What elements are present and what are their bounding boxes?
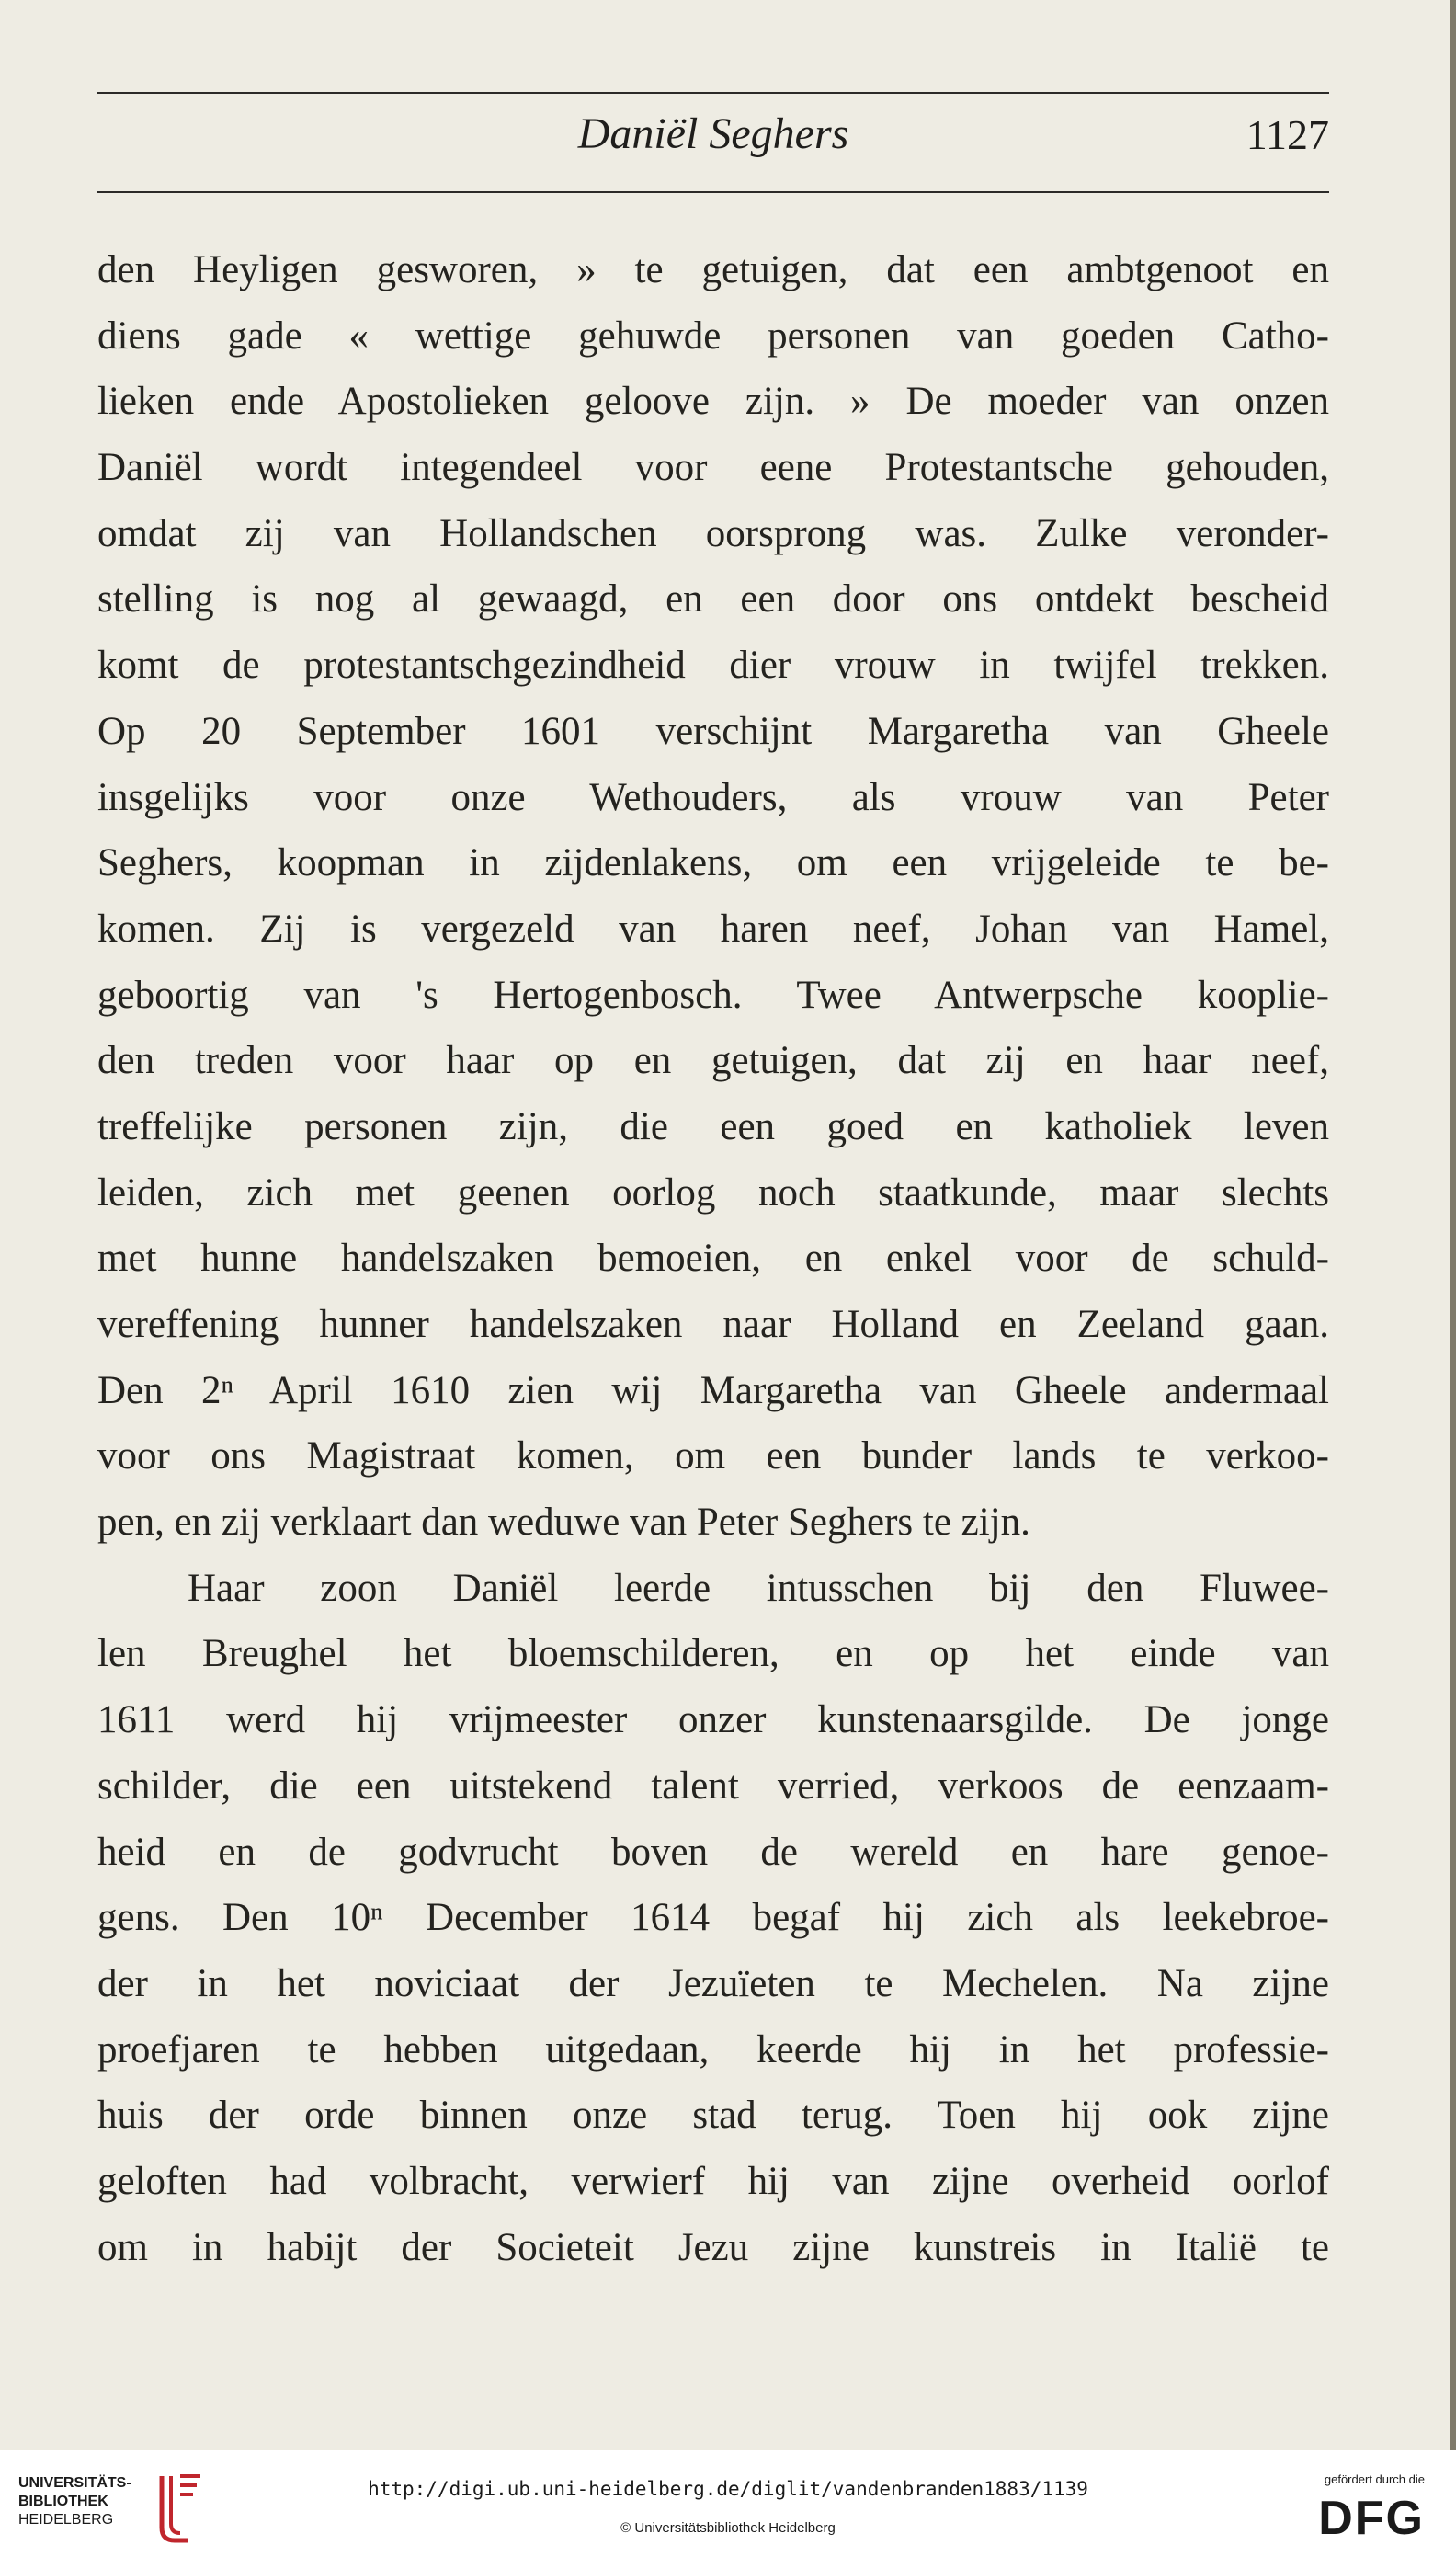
text-line: heid en de godvrucht boven de wereld en hare genoe- xyxy=(97,1830,1329,1874)
text-line: 1611 werd hij vrijmeester onzer kunstenaarsgilde. De jonge xyxy=(97,1698,1329,1742)
body-text xyxy=(97,237,1329,2280)
text-line: komt de protestantschgezindheid dier vrouw in twijfel trekken. xyxy=(97,644,1329,688)
text-line: diens gade « wettige gehuwde personen van goeden Catho- xyxy=(97,314,1329,358)
text-line: Den 2ⁿ April 1610 zien wij Margaretha van Gheele andermaal xyxy=(97,1368,1329,1412)
digitization-footer xyxy=(0,2450,1456,2557)
text-line: om in habijt der Societeit Jezu zijne kunstreis in Italië te xyxy=(97,2225,1329,2269)
text-line: schilder, die een uitstekend talent verried, verkoos de eenzaam- xyxy=(97,1764,1329,1808)
text-line: leiden, zich met geenen oorlog noch staatkunde, maar slechts xyxy=(97,1170,1329,1215)
running-title: Daniël Seghers xyxy=(577,109,849,158)
text-line: komen. Zij is vergezeld van haren neef, Johan van Hamel, xyxy=(97,907,1329,951)
text-line: proefjaren te hebben uitgedaan, keerde hij in het professie- xyxy=(97,2027,1329,2072)
source-url-link[interactable]: http://digi.ub.uni-heidelberg.de/diglit/vandenbranden1883/1139 xyxy=(368,2478,1088,2500)
text-line: vereffening hunner handelszaken naar Holland en Zeeland gaan. xyxy=(97,1303,1329,1346)
text-line: Haar zoon Daniël leerde intusschen bij den Fluwee- xyxy=(188,1566,1329,1610)
text-line: der in het noviciaat der Jezuïeten te Mechelen. Na zijne xyxy=(97,1961,1329,2005)
text-line: den Heyligen gesworen, » te getuigen, dat een ambtgenoot en xyxy=(97,248,1329,291)
text-line: Seghers, koopman in zijdenlakens, om een vrijgeleide te be- xyxy=(97,841,1329,885)
text-line: voor ons Magistraat komen, om een bunder lands te verkoo- xyxy=(97,1434,1329,1478)
text-line: Daniël wordt integendeel voor eene Protestantsche gehouden, xyxy=(97,446,1329,490)
library-name-line: HEIDELBERG xyxy=(18,2512,114,2528)
text-line: pen, en zij verklaart dan weduwe van Peter Seghers te zijn. xyxy=(97,1501,1030,1545)
text-line: geloften had volbracht, verwierf hij van zijne overheid oorlof xyxy=(97,2159,1329,2203)
text-line: met hunne handelszaken bemoeien, en enkel voor de schuld- xyxy=(97,1237,1329,1281)
page-number: 1127 xyxy=(1246,111,1329,158)
library-name-line: BIBLIOTHEK xyxy=(18,2494,108,2509)
library-name-line: UNIVERSITÄTS- xyxy=(18,2475,131,2491)
text-line: geboortig van 's Hertogenbosch. Twee Antwerpsche kooplie- xyxy=(97,973,1329,1017)
header-rule-top xyxy=(97,92,1329,94)
text-line: stelling is nog al gewaagd, en een door ons ontdekt bescheid xyxy=(97,577,1329,622)
text-line: insgelijks voor onze Wethouders, als vrouw van Peter xyxy=(97,775,1329,819)
copyright-notice: © Universitätsbibliothek Heidelberg xyxy=(620,2520,836,2536)
text-line: gens. Den 10ⁿ December 1614 begaf hij zich als leekebroe- xyxy=(97,1896,1329,1940)
text-line: huis der orde binnen onze stad terug. Toen hij ook zijne xyxy=(97,2094,1329,2138)
sponsor-label: gefördert durch die xyxy=(1324,2472,1425,2486)
text-line: omdat zij van Hollandschen oorsprong was. Zulke veronder- xyxy=(97,511,1329,555)
dfg-logo: DFG xyxy=(1318,2492,1425,2545)
running-head xyxy=(97,108,1329,164)
text-line: lieken ende Apostolieken geloove zijn. » De moeder van onzen xyxy=(97,380,1329,424)
text-line: treffelijke personen zijn, die een goed en katholiek leven xyxy=(97,1104,1329,1148)
text-line: Op 20 September 1601 verschijnt Margaretha van Gheele xyxy=(97,709,1329,753)
text-line: den treden voor haar op en getuigen, dat zij en haar neef, xyxy=(97,1039,1329,1083)
text-line: len Breughel het bloemschilderen, en op het einde van xyxy=(97,1632,1329,1676)
header-rule-bottom xyxy=(97,191,1329,193)
